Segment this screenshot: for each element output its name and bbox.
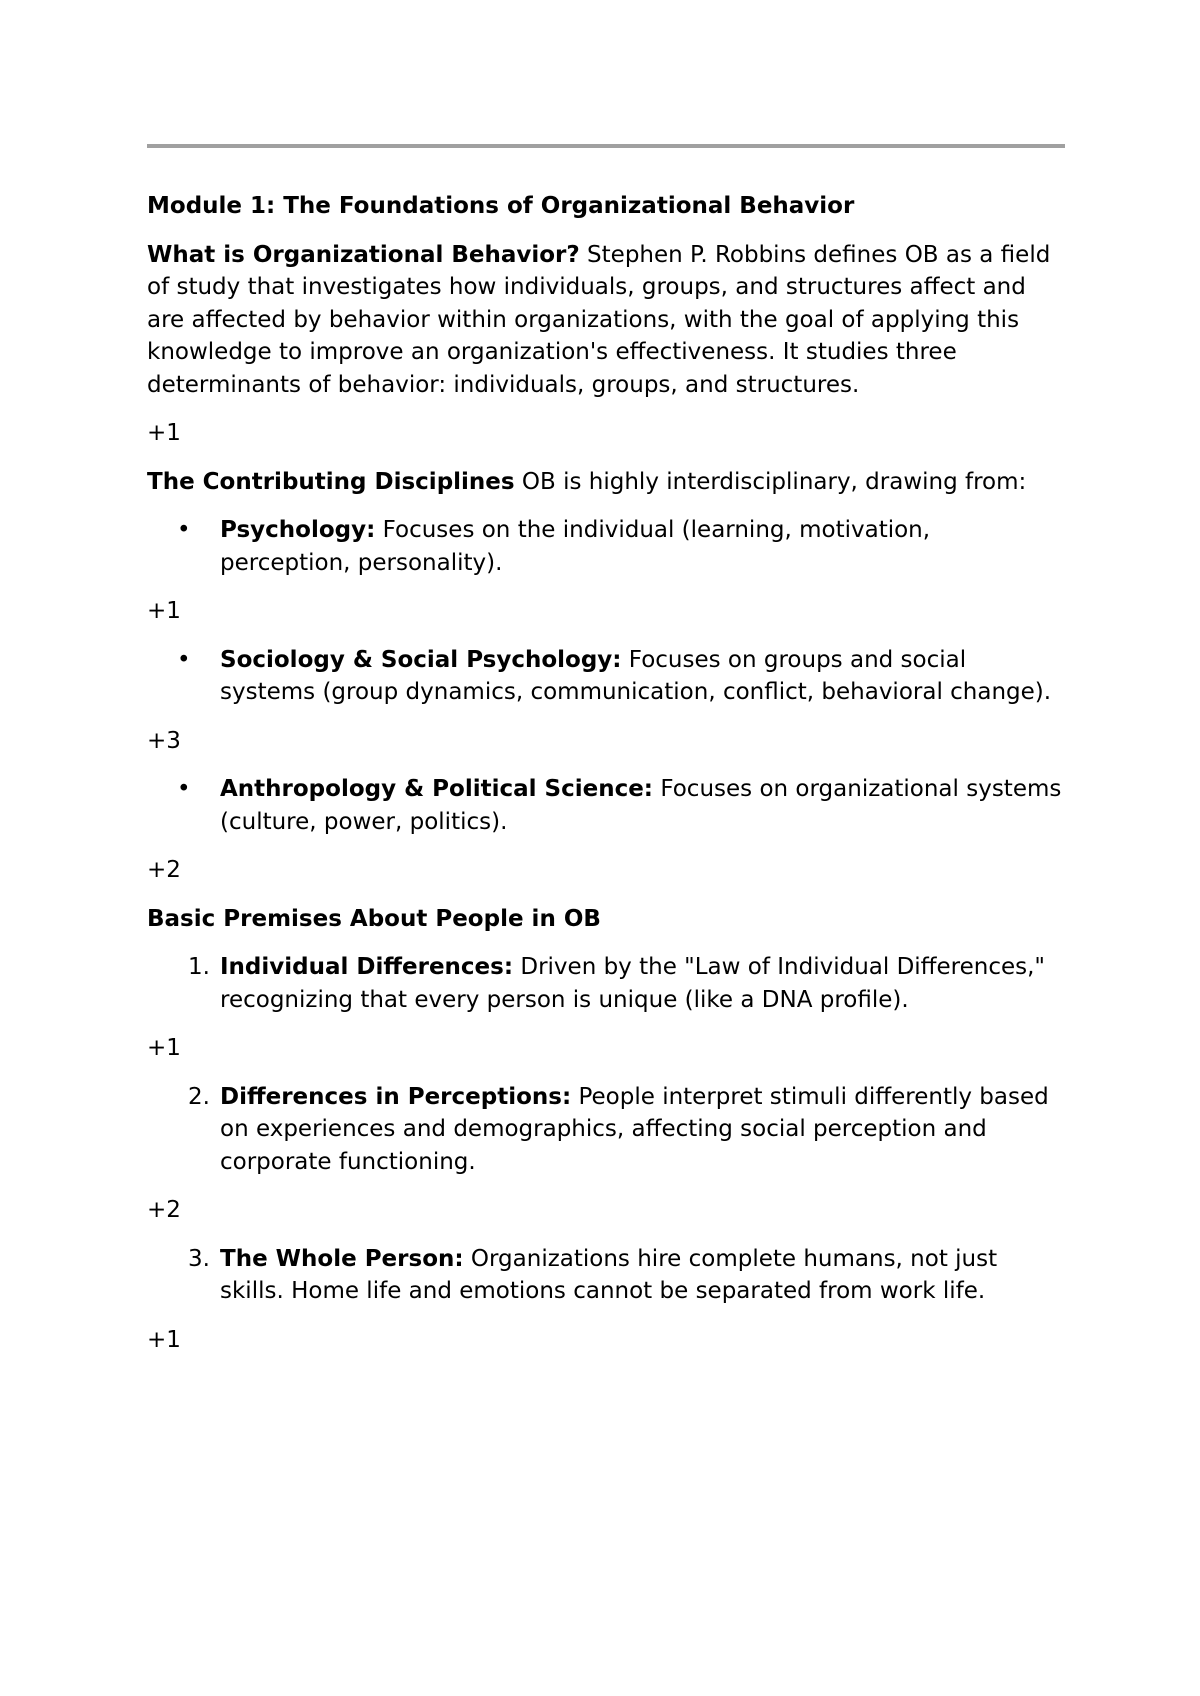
item-label: Differences in Perceptions: bbox=[220, 1083, 572, 1110]
bullet-icon: • bbox=[177, 517, 191, 543]
citation-marker: +1 bbox=[147, 1326, 181, 1353]
premises-heading: Basic Premises About People in OB bbox=[147, 905, 601, 932]
item-text: Focuses on groups and social systems (group dynamics, communication, conflict, behavioral change). bbox=[220, 646, 1052, 705]
item-text: Driven by the "Law of Individual Differences," recognizing that every person is unique (like a DNA profile). bbox=[220, 954, 1046, 1013]
bullet-icon: • bbox=[177, 646, 191, 673]
bullet-icon: • bbox=[177, 776, 191, 802]
intro-paragraph bbox=[147, 239, 1067, 402]
citation-marker: +1 bbox=[147, 420, 181, 446]
item-text: Focuses on the individual (learning, motivation, perception, personality). bbox=[220, 517, 931, 576]
citation-marker: +2 bbox=[147, 1197, 181, 1223]
list-item bbox=[147, 644, 1067, 709]
item-label: Anthropology & Political Science: bbox=[220, 776, 654, 802]
disciplines-heading: The Contributing Disciplines bbox=[147, 468, 515, 495]
item-number: 2. bbox=[188, 1083, 210, 1110]
document-body bbox=[147, 190, 1067, 1372]
disciplines-paragraph bbox=[147, 466, 1067, 499]
numbered-item bbox=[147, 1081, 1067, 1179]
item-text: Focuses on organizational systems (culture, power, politics). bbox=[220, 776, 1062, 835]
list-item bbox=[147, 773, 1067, 838]
item-label: Sociology & Social Psychology: bbox=[220, 646, 622, 673]
intro-heading: What is Organizational Behavior? bbox=[147, 241, 580, 268]
citation-marker: +1 bbox=[147, 1035, 181, 1061]
numbered-item bbox=[147, 951, 1067, 1016]
item-number: 3. bbox=[188, 1245, 210, 1272]
item-label: Psychology: bbox=[220, 517, 376, 543]
citation-marker: +1 bbox=[147, 598, 181, 624]
item-label: Individual Differences: bbox=[220, 954, 514, 980]
horizontal-rule bbox=[147, 144, 1065, 148]
numbered-item bbox=[147, 1243, 1067, 1308]
intro-text: Stephen P. Robbins defines OB as a field of study that investigates how individuals, groups, and structures affect and are affected by behavior within organizations, with the goal of applying this knowledge to improve an organization's effectiveness. It studies three determinants of behavior: individuals, groups, and structures. bbox=[147, 241, 1051, 398]
citation-marker: +3 bbox=[147, 727, 181, 754]
citation-marker: +2 bbox=[147, 857, 181, 883]
item-label: The Whole Person: bbox=[220, 1245, 464, 1272]
item-text: Organizations hire complete humans, not just skills. Home life and emotions cannot be separated from work life. bbox=[220, 1245, 998, 1304]
module-title: Module 1: The Foundations of Organizational Behavior bbox=[147, 193, 855, 219]
item-text: People interpret stimuli differently based on experiences and demographics, affecting social perception and corporate functioning. bbox=[220, 1083, 1049, 1175]
disciplines-text: OB is highly interdisciplinary, drawing from: bbox=[514, 468, 1027, 495]
list-item bbox=[147, 514, 1067, 579]
item-number: 1. bbox=[188, 954, 210, 980]
